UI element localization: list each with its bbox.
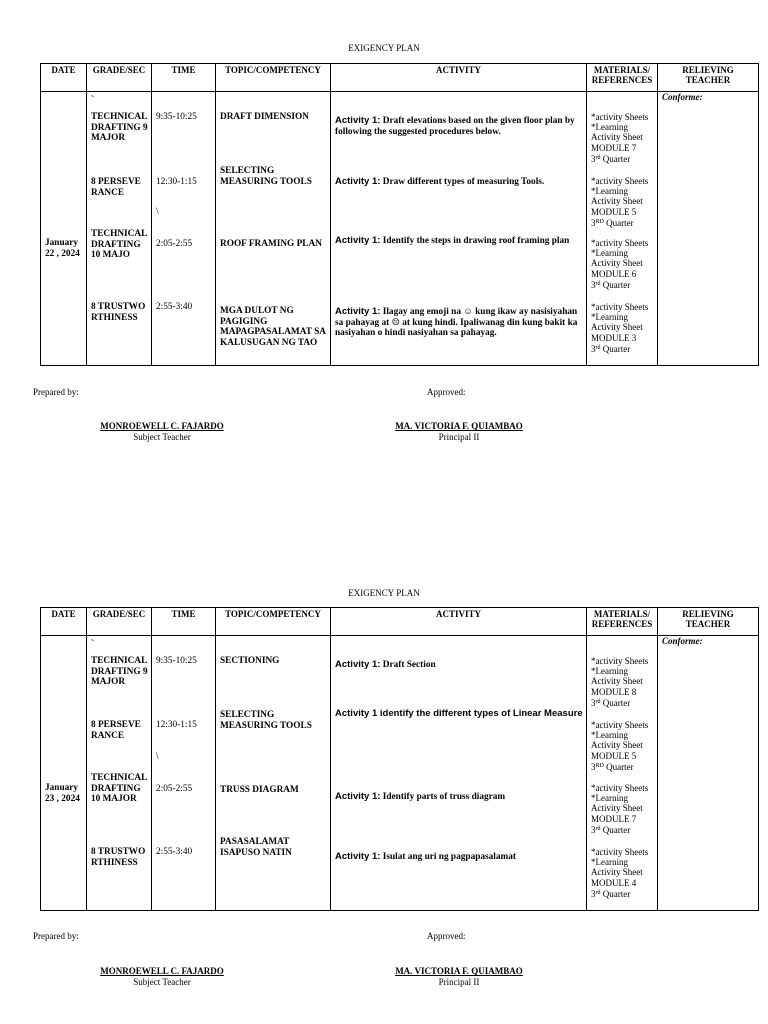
activity-label: Activity 1:: [335, 851, 381, 862]
material-line: Activity Sheet: [591, 740, 643, 751]
grade-value: 8 PERSEVE RANCE: [91, 720, 141, 741]
grade-value: TECHNICAL DRAFTING 9 MAJOR: [91, 656, 148, 687]
plan-title: EXIGENCY PLAN: [348, 43, 420, 53]
header-activity: ACTIVITY: [331, 64, 587, 92]
time-value: 9:35-10:25: [156, 112, 197, 122]
stray-mark: `: [91, 95, 95, 105]
activity-text: Draft elevations based on the given floor plan by following the suggested procedures below.: [335, 116, 575, 137]
material-line: Activity Sheet: [591, 322, 643, 333]
material-line: MODULE 5: [591, 206, 637, 217]
activity-text: Identify parts of truss diagram: [382, 792, 506, 802]
teacher-name: MONROEWELL C. FAJARDO: [100, 966, 224, 976]
material-line: MODULE 4: [591, 877, 637, 888]
time-value: 12:30-1:15: [156, 177, 197, 187]
materials-column: [587, 636, 658, 911]
header-time: TIME: [152, 608, 216, 636]
approved-label: Approved:: [427, 387, 466, 397]
material-line: MODULE 8: [591, 686, 637, 697]
relieving-teacher-cell[interactable]: [658, 92, 759, 366]
material-line: *Learning: [591, 312, 628, 323]
quarter-line: 3RD Quarter: [591, 217, 634, 228]
principal-role: Principal II: [438, 432, 480, 442]
date-cell: [41, 92, 87, 366]
principal-name: MA. VICTORIA F. QUIAMBAO: [395, 966, 523, 976]
topic-value: MGA DULOT NG PAGIGING MAPAGPASALAMAT SA KALUSUGAN NG TAO: [220, 306, 326, 348]
material-line: *Learning: [591, 793, 628, 804]
materials-value: [591, 238, 654, 290]
date-value: January 23 , 2024: [45, 783, 80, 804]
activity-column: [331, 636, 587, 911]
time-value: 2:05-2:55: [156, 239, 193, 249]
material-line: Activity Sheet: [591, 803, 643, 814]
header-grade-sec: GRADE/SEC: [87, 608, 152, 636]
activity-value: [335, 116, 583, 137]
material-line: Activity Sheet: [591, 676, 643, 687]
header-grade-sec: GRADE/SEC: [87, 64, 152, 92]
material-line: *Learning: [591, 730, 628, 741]
activity-value: [335, 307, 583, 339]
activity-label: Activity 1:: [335, 235, 381, 246]
material-line: Activity Sheet: [591, 258, 643, 269]
date-cell: [41, 636, 87, 911]
topic-value: SELECTING MEASURING TOOLS: [220, 710, 312, 731]
quarter-line: 3rd Quarter: [591, 153, 631, 164]
material-line: MODULE 5: [591, 750, 637, 761]
topic-value: ROOF FRAMING PLAN: [220, 239, 322, 249]
header-relieving-teacher: RELIEVING TEACHER: [658, 64, 759, 92]
material-line: Activity Sheet: [591, 132, 643, 143]
header-materials: MATERIALS/ REFERENCES: [587, 608, 658, 636]
activity-text: Ilagay ang emoji na ☺ kung ikaw ay nasisiyahan sa pahayag at ☹ at kung hindi. Ipaliwanag din kung bakit ka nasiyahan o hindi nasiyahan sa pahayag.: [335, 307, 578, 338]
teacher-role: Subject Teacher: [133, 977, 191, 987]
time-value: 2:55-3:40: [156, 847, 193, 857]
activity-value: [335, 792, 583, 803]
material-line: Activity Sheet: [591, 867, 643, 878]
principal-role: Principal II: [438, 977, 480, 987]
topic-value: DRAFT DIMENSION: [220, 112, 309, 122]
topic-value: TRUSS DIAGRAM: [220, 785, 299, 795]
materials-value: [591, 112, 654, 164]
quarter-line: 3rd Quarter: [591, 279, 631, 290]
activity-value: [335, 660, 583, 671]
material-line: *activity Sheets: [591, 238, 649, 248]
activity-value: [335, 236, 583, 247]
conforme-label: Conforme:: [662, 92, 703, 102]
time-value: 2:05-2:55: [156, 784, 193, 794]
materials-value: [591, 656, 654, 708]
activity-text: Draft Section: [382, 660, 436, 670]
material-line: MODULE 7: [591, 142, 637, 153]
materials-value: [591, 847, 654, 899]
date-value: January 22 , 2024: [45, 238, 80, 259]
teacher-name: MONROEWELL C. FAJARDO: [100, 421, 224, 431]
materials-value: [591, 176, 654, 228]
topic-column: [216, 92, 331, 366]
activity-label: Activity 1:: [335, 176, 381, 187]
header-materials: MATERIALS/ REFERENCES: [587, 64, 658, 92]
time-value: 12:30-1:15: [156, 720, 197, 730]
time-value: 9:35-10:25: [156, 656, 197, 666]
quarter-line: 3rd Quarter: [591, 343, 631, 354]
prepared-by-label: Prepared by:: [33, 387, 79, 397]
quarter-line: 3rd Quarter: [591, 888, 631, 899]
materials-value: [591, 302, 654, 354]
topic-value: SECTIONING: [220, 656, 280, 666]
time-value: 2:55-3:40: [156, 302, 193, 312]
activity-text: Isulat ang uri ng pagpapasalamat: [382, 852, 517, 862]
quarter-line: 3RD Quarter: [591, 761, 634, 772]
material-line: *activity Sheets: [591, 656, 649, 666]
grade-value: 8 TRUSTWO RTHINESS: [91, 847, 146, 868]
principal-name: MA. VICTORIA F. QUIAMBAO: [395, 421, 523, 431]
header-topic: TOPIC/COMPETENCY: [216, 608, 331, 636]
plan-title: EXIGENCY PLAN: [348, 588, 420, 598]
exigency-table: [40, 63, 759, 366]
stray-mark: \: [156, 207, 159, 217]
activity-label: Activity 1: [335, 708, 378, 719]
materials-column: [587, 92, 658, 366]
header-activity: ACTIVITY: [331, 608, 587, 636]
stray-mark: \: [156, 752, 159, 762]
materials-value: [591, 720, 654, 772]
grade-column: [87, 636, 152, 911]
activity-text: Identify the steps in drawing roof framing plan: [382, 236, 570, 246]
activity-value: [335, 852, 583, 863]
conforme-label: Conforme:: [662, 636, 703, 646]
grade-value: TECHNICAL DRAFTING 10 MAJOR: [91, 773, 147, 804]
grade-value: 8 TRUSTWO RTHINESS: [91, 302, 146, 323]
material-line: *Learning: [591, 666, 628, 677]
exigency-table: [40, 607, 759, 911]
activity-label: Activity 1:: [335, 659, 381, 670]
header-date: DATE: [41, 608, 87, 636]
grade-value: 8 PERSEVE RANCE: [91, 177, 141, 198]
quarter-line: 3rd Quarter: [591, 824, 631, 835]
grade-value: TECHNICAL DRAFTING 9 MAJOR: [91, 112, 148, 143]
material-line: *activity Sheets: [591, 720, 649, 730]
time-column: [152, 636, 216, 911]
activity-value: [335, 709, 583, 720]
quarter-line: 3rd Quarter: [591, 697, 631, 708]
materials-value: [591, 783, 654, 835]
material-line: *activity Sheets: [591, 112, 649, 122]
material-line: *Learning: [591, 186, 628, 197]
activity-text: identify the different types of Linear Measure: [379, 708, 583, 719]
material-line: *activity Sheets: [591, 783, 649, 793]
activity-text: Draw different types of measuring Tools.: [382, 177, 545, 187]
header-date: DATE: [41, 64, 87, 92]
material-line: *Learning: [591, 857, 628, 868]
material-line: MODULE 6: [591, 268, 637, 279]
material-line: *Learning: [591, 122, 628, 133]
time-column: [152, 92, 216, 366]
material-line: MODULE 7: [591, 813, 637, 824]
topic-value: SELECTING MEASURING TOOLS: [220, 166, 312, 187]
approved-label: Approved:: [427, 931, 466, 941]
grade-column: [87, 92, 152, 366]
teacher-role: Subject Teacher: [133, 432, 191, 442]
material-line: *activity Sheets: [591, 302, 649, 312]
material-line: *activity Sheets: [591, 847, 649, 857]
header-relieving-teacher: RELIEVING TEACHER: [658, 608, 759, 636]
activity-column: [331, 92, 587, 366]
topic-column: [216, 636, 331, 911]
grade-value: TECHNICAL DRAFTING 10 MAJO: [91, 229, 147, 260]
relieving-teacher-cell[interactable]: [658, 636, 759, 911]
header-topic: TOPIC/COMPETENCY: [216, 64, 331, 92]
stray-mark: `: [91, 639, 95, 649]
material-line: MODULE 3: [591, 332, 637, 343]
topic-value: PASASALAMAT ISAPUSO NATIN: [220, 837, 292, 858]
activity-label: Activity 1:: [335, 791, 381, 802]
activity-label: Activity 1:: [335, 115, 381, 126]
material-line: *Learning: [591, 248, 628, 259]
activity-value: [335, 177, 583, 188]
header-time: TIME: [152, 64, 216, 92]
material-line: Activity Sheet: [591, 196, 643, 207]
material-line: *activity Sheets: [591, 176, 649, 186]
prepared-by-label: Prepared by:: [33, 931, 79, 941]
activity-label: Activity 1:: [335, 306, 381, 317]
